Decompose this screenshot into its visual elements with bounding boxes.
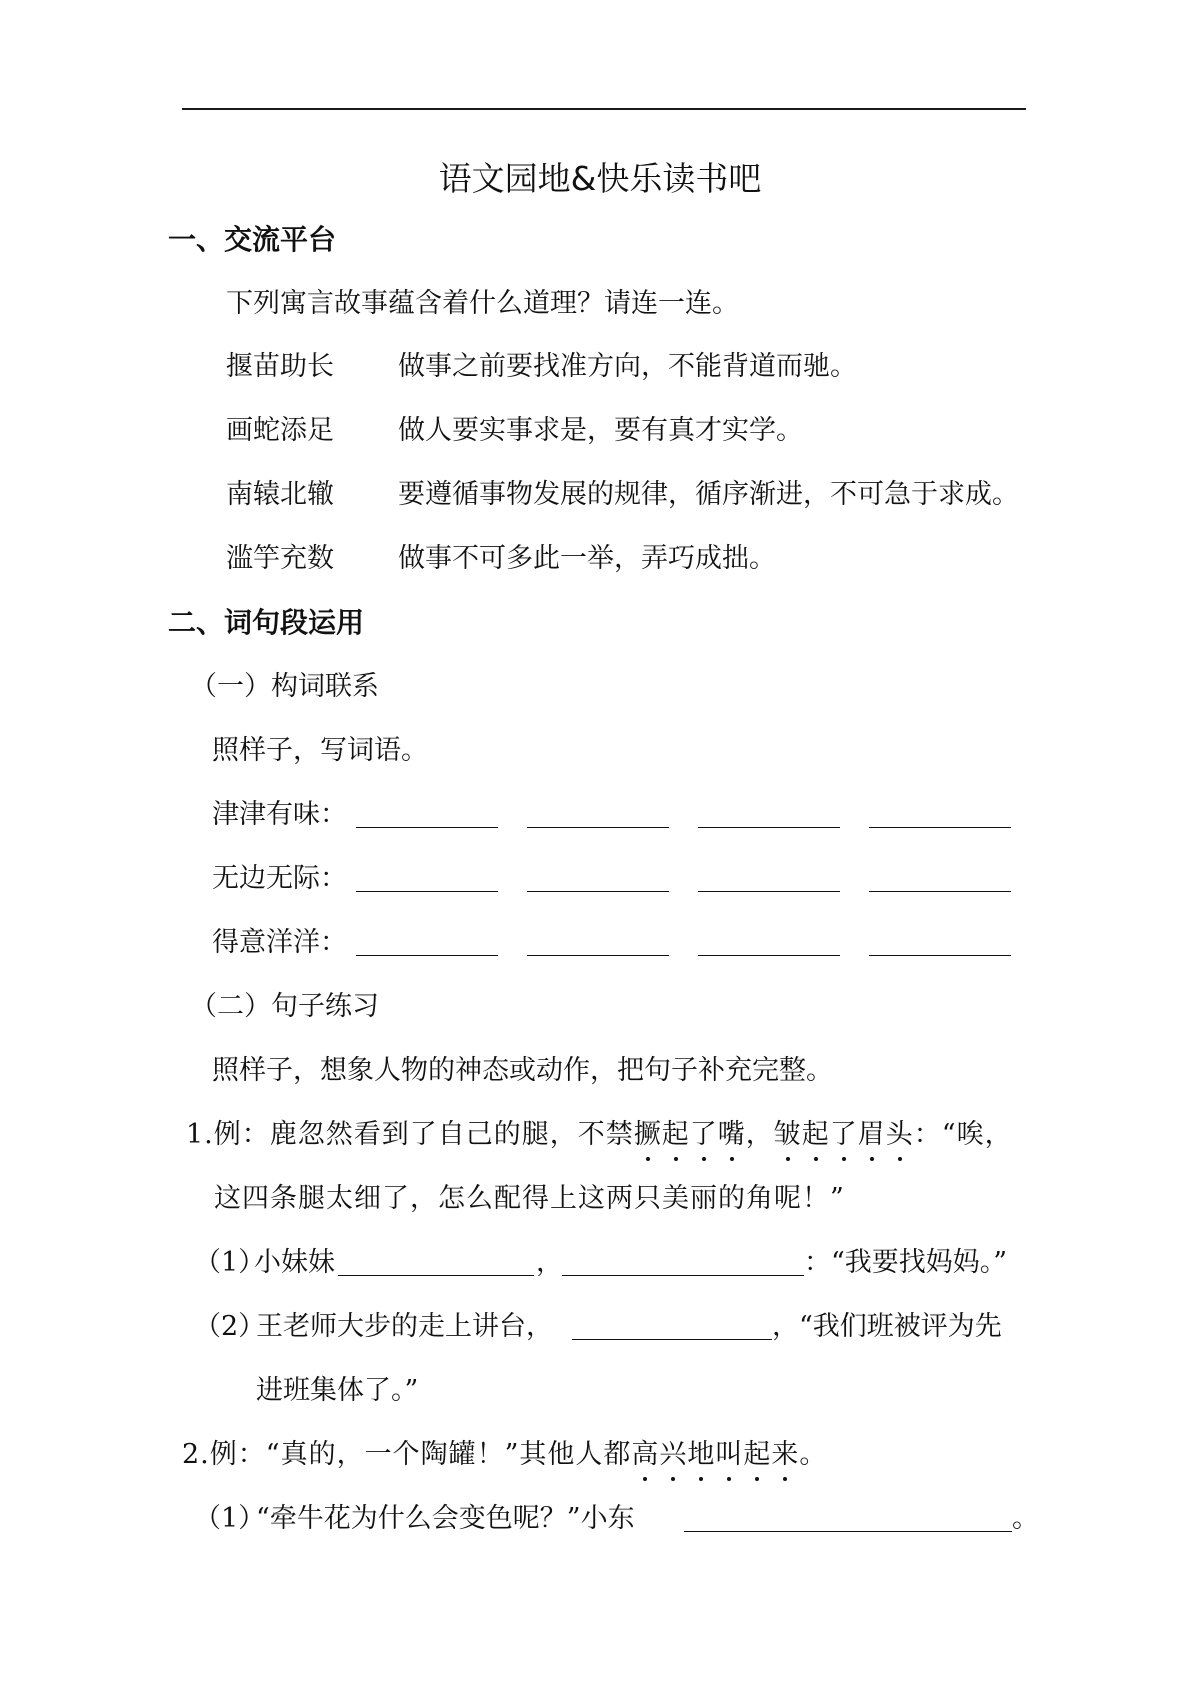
- word-row-1-blank-2[interactable]: [527, 826, 669, 828]
- idiom-1[interactable]: 揠苗助长: [226, 351, 334, 382]
- example1-label: 1.例：: [186, 1119, 270, 1150]
- example1-text-c: ：“唉，: [913, 1119, 1013, 1150]
- emphasis-char: 兴: [659, 1437, 687, 1473]
- idiom-4[interactable]: 滥竽充数: [226, 543, 334, 574]
- meaning-1[interactable]: 做事之前要找准方向，不能背道而驰。: [398, 351, 857, 382]
- word-row-1-blank-1[interactable]: [356, 826, 498, 828]
- emphasis-char: 叫: [715, 1437, 743, 1473]
- word-row-3-label: 得意洋洋：: [212, 927, 347, 958]
- part1-heading: （一）构词联系: [190, 671, 379, 702]
- part2-heading: （二）句子练习: [190, 991, 379, 1022]
- example1-dotted-1: [634, 1119, 746, 1150]
- emphasis-char: 地: [687, 1437, 715, 1473]
- ex2-q1-number: （1）: [194, 1503, 266, 1534]
- example1-text-b: ，: [745, 1119, 774, 1150]
- word-row-2-blank-3[interactable]: [698, 890, 840, 892]
- ex1-q1-blank-2[interactable]: [562, 1274, 804, 1276]
- section1-heading: 一、交流平台: [168, 223, 337, 256]
- example2-text-a: “真的，一个陶罐！”其他人都: [265, 1439, 632, 1470]
- word-row-3-blank-2[interactable]: [527, 954, 669, 956]
- example1-text-a: 鹿忽然看到了自己的腿，不禁: [269, 1119, 634, 1150]
- emphasis-char: 高: [631, 1437, 659, 1473]
- page-title: 语文园地&快乐读书吧: [438, 159, 762, 198]
- word-row-3-blank-1[interactable]: [356, 954, 498, 956]
- section1-instruction: 下列寓言故事蕴含着什么道理？请连一连。: [226, 288, 739, 319]
- ex1-q2-text-b: ，“我们班被评为先: [772, 1311, 1002, 1342]
- word-row-3-blank-3[interactable]: [698, 954, 840, 956]
- emphasis-char: 头: [886, 1117, 914, 1153]
- word-row-1-label: 津津有味：: [212, 799, 347, 830]
- meaning-4[interactable]: 做事不可多此一举，弄巧成拙。: [398, 543, 776, 574]
- word-row-2-blank-2[interactable]: [527, 890, 669, 892]
- emphasis-char: 皱: [774, 1117, 802, 1153]
- emphasis-char: 起: [662, 1117, 690, 1153]
- word-row-1-blank-4[interactable]: [869, 826, 1011, 828]
- emphasis-char: 眉: [858, 1117, 886, 1153]
- ex1-q1-text-c: ：“我要找妈妈。”: [804, 1247, 1008, 1278]
- ex2-q1-text-a: “牵牛花为什么会变色呢？”小东: [256, 1503, 635, 1534]
- ex1-q2-line2: 进班集体了。”: [256, 1375, 419, 1406]
- example1-dotted-2: [774, 1119, 914, 1150]
- ex2-q1-blank[interactable]: [684, 1530, 1012, 1532]
- ex1-q1-blank-1[interactable]: [338, 1274, 534, 1276]
- emphasis-char: 了: [830, 1117, 858, 1153]
- word-row-2-blank-1[interactable]: [356, 890, 498, 892]
- emphasis-char: 起: [743, 1437, 771, 1473]
- ex1-q2-blank[interactable]: [572, 1338, 772, 1340]
- example2-line: [182, 1437, 827, 1473]
- ex1-q2-number: （2）: [194, 1311, 266, 1342]
- idiom-2[interactable]: 画蛇添足: [226, 415, 334, 446]
- example1-line2: 这四条腿太细了，怎么配得上这两只美丽的角呢！”: [214, 1183, 845, 1214]
- example2-text-b: 。: [799, 1439, 828, 1470]
- section2-heading: 二、词句段运用: [168, 606, 365, 639]
- part2-instruction: 照样子，想象人物的神态或动作，把句子补充完整。: [212, 1055, 833, 1086]
- meaning-2[interactable]: 做人要实事求是，要有真才实学。: [398, 415, 803, 446]
- ex1-q1-text-a: 小妹妹: [254, 1247, 335, 1278]
- word-row-3-blank-4[interactable]: [869, 954, 1011, 956]
- example2-label: 2.例：: [182, 1439, 266, 1470]
- emphasis-char: 嘴: [718, 1117, 746, 1153]
- meaning-3[interactable]: 要遵循事物发展的规律，循序渐进，不可急于求成。: [398, 479, 1019, 510]
- ex2-q1-text-b: 。: [1012, 1503, 1039, 1534]
- word-row-2-label: 无边无际：: [212, 863, 347, 894]
- ex1-q1-text-b: ，: [536, 1247, 563, 1278]
- word-row-1-blank-3[interactable]: [698, 826, 840, 828]
- example1-line1: [186, 1117, 1013, 1153]
- example2-dotted: [631, 1439, 799, 1470]
- emphasis-char: 来: [771, 1437, 799, 1473]
- ex1-q1-number: （1）: [194, 1247, 266, 1278]
- word-row-2-blank-4[interactable]: [869, 890, 1011, 892]
- emphasis-char: 撅: [634, 1117, 662, 1153]
- emphasis-char: 了: [690, 1117, 718, 1153]
- part1-instruction: 照样子，写词语。: [212, 735, 428, 766]
- emphasis-char: 起: [802, 1117, 830, 1153]
- idiom-3[interactable]: 南辕北辙: [226, 479, 334, 510]
- ex1-q2-text-a: 王老师大步的走上讲台，: [256, 1311, 553, 1342]
- header-rule: [182, 108, 1026, 110]
